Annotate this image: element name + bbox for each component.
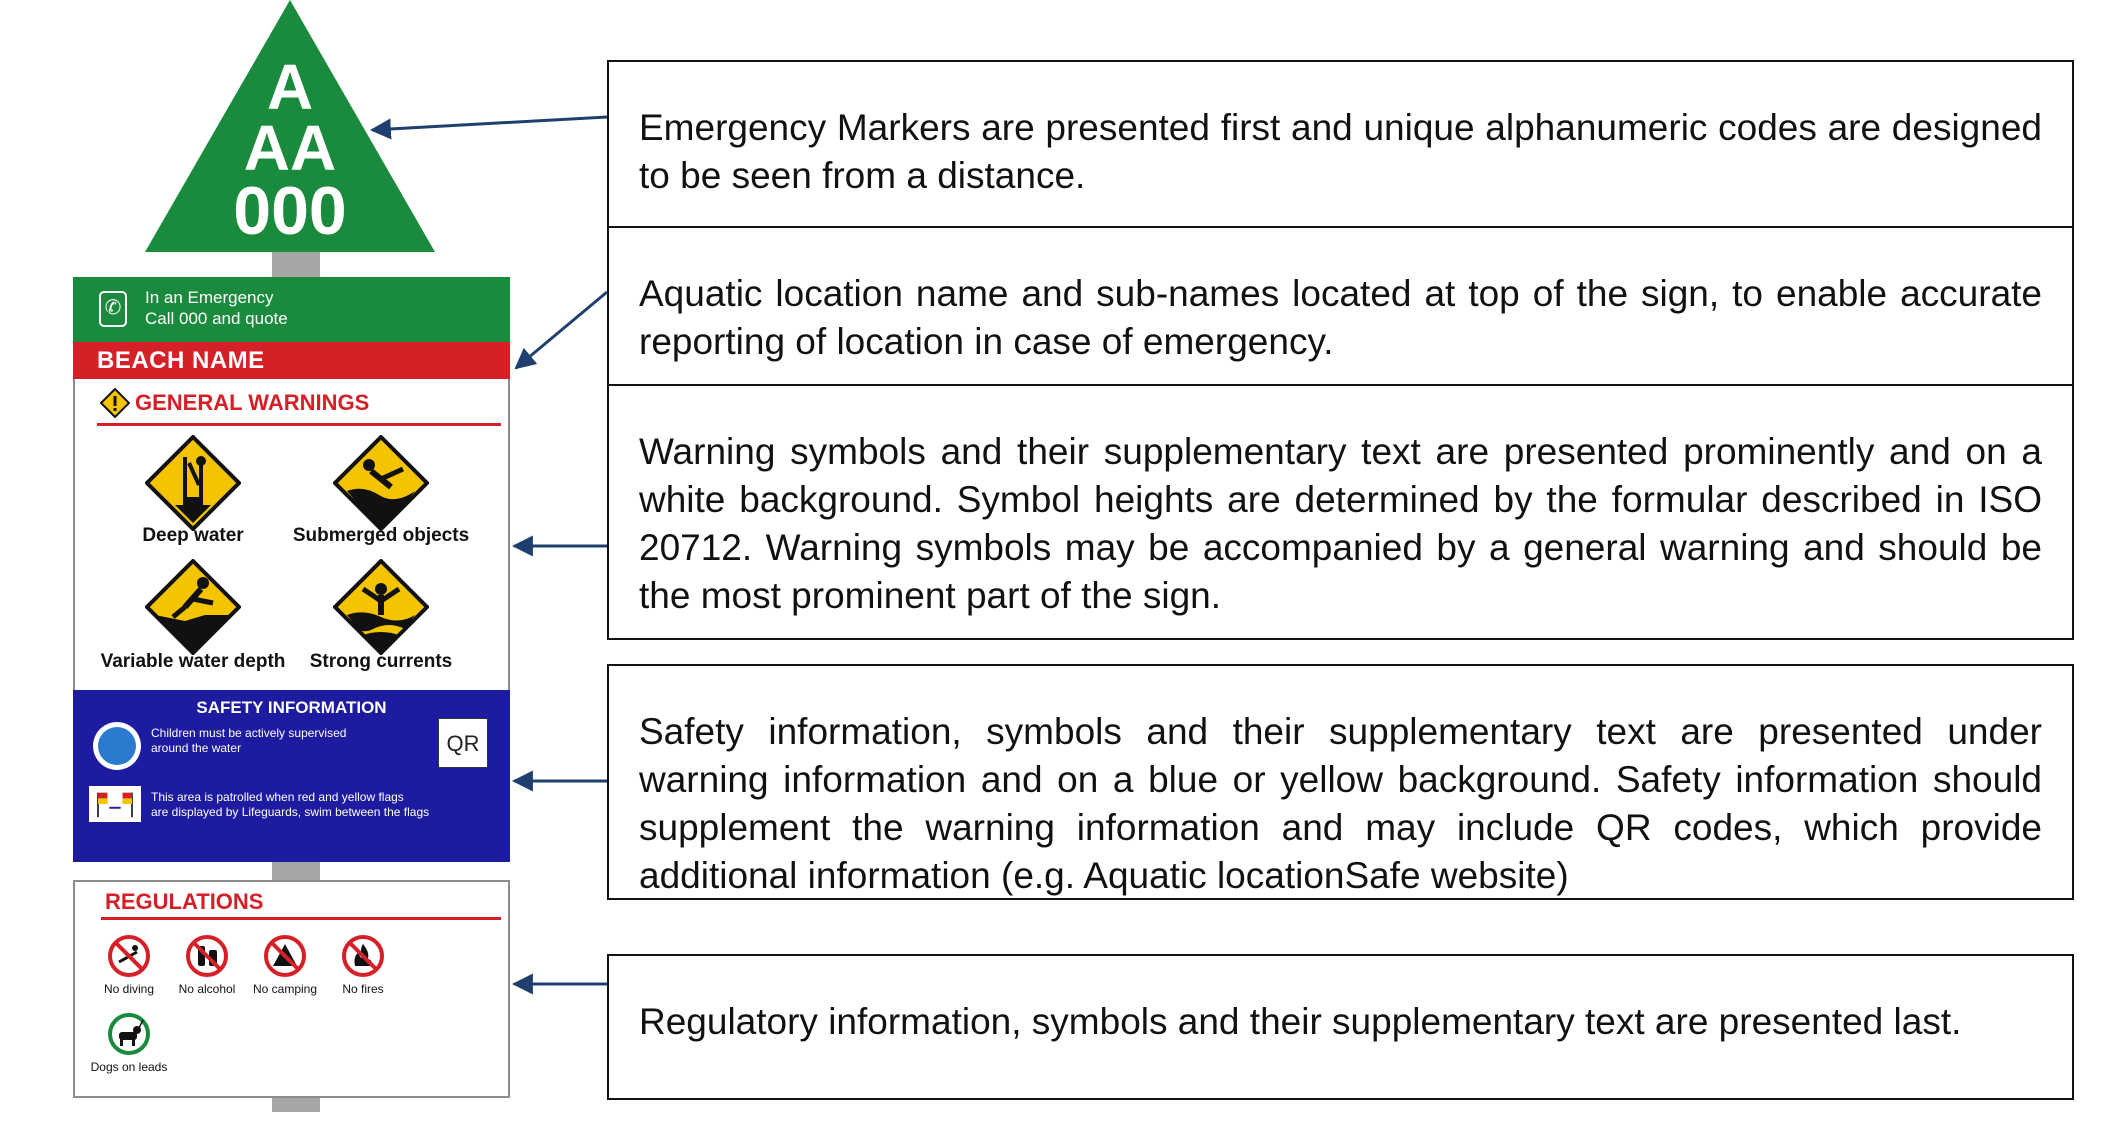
sign-pole-bottom xyxy=(272,1098,320,1112)
no-fires-icon xyxy=(341,934,385,978)
arrow-to-beach-name xyxy=(516,292,607,368)
description-text-warning-symbols: Warning symbols and their supplementary text are presented prominently and on a white background. Symbol heights are determined by the formular described in ISO 20712. Warning symbols may be accompanied by a general warning and should be the most prominent part of the sign. xyxy=(639,431,2042,616)
regulations-panel xyxy=(73,880,510,1098)
description-box-warning-symbols xyxy=(607,384,2074,640)
safety-information-title: SAFETY INFORMATION xyxy=(196,698,387,717)
variable-water-depth-label: Variable water depth xyxy=(100,651,286,672)
submerged-objects-icon xyxy=(333,435,429,531)
flags-icon xyxy=(89,786,141,822)
regulations-title: REGULATIONS xyxy=(105,889,264,914)
deep-water-label: Deep water xyxy=(142,525,244,546)
marker-code-line-1: A xyxy=(266,51,314,123)
deep-water-icon xyxy=(145,435,241,531)
no-fires-label: No fires xyxy=(342,982,384,996)
description-box-location-name xyxy=(607,226,2074,386)
general-warnings-panel xyxy=(73,379,510,690)
no-diving-label: No diving xyxy=(103,982,155,996)
general-warnings-title: GENERAL WARNINGS xyxy=(135,390,370,415)
description-text-location-name: Aquatic location name and sub-names located at top of the sign, to enable accurate reporting of location in case of emergency. xyxy=(639,273,2042,362)
no-diving-icon xyxy=(107,934,151,978)
emergency-call-text: In an Emergency Call 000 and quote xyxy=(145,288,288,328)
submerged-objects-label: Submerged objects xyxy=(292,525,470,546)
patrolled-area-text: This area is patrolled when red and yellow flags are displayed by Lifeguards, swim between the flags xyxy=(151,790,430,819)
description-box-emergency-markers xyxy=(607,60,2074,228)
emergency-call-bar xyxy=(73,277,510,342)
description-text-regulations: Regulatory information, symbols and their supplementary text are presented last. xyxy=(639,1001,1962,1042)
no-camping-label: No camping xyxy=(252,982,318,996)
no-alcohol-icon xyxy=(185,934,229,978)
description-text-emergency-markers: Emergency Markers are presented first and unique alphanumeric codes are designed to be seen from a distance. xyxy=(639,107,2042,196)
safety-information-panel xyxy=(73,690,510,862)
general-warnings-divider xyxy=(97,423,501,426)
dogs-on-leads-icon xyxy=(107,1012,151,1056)
sign-pole-top xyxy=(272,250,320,278)
marker-code-line-3: 000 xyxy=(233,173,347,249)
description-box-safety-information xyxy=(607,664,2074,900)
child-supervision-icon xyxy=(93,722,141,770)
marker-code-line-2: AA xyxy=(243,112,337,184)
phone-icon: ✆ xyxy=(99,291,127,327)
child-supervision-text: Children must be actively supervised around the water xyxy=(151,726,347,755)
strong-currents-icon xyxy=(333,559,429,655)
qr-code-placeholder: QR xyxy=(438,718,488,768)
sign-pole-middle xyxy=(272,862,320,880)
beach-name: BEACH NAME xyxy=(97,347,265,374)
beach-name-bar xyxy=(73,342,510,379)
description-text-safety-information: Safety information, symbols and their supplementary text are presented under warning information and on a blue or yellow background. Safety information should supplement the warning information and may include QR codes, which provide additional information (e.g. Aquatic locationSafe website) xyxy=(639,711,2042,896)
variable-water-depth-icon xyxy=(145,559,241,655)
strong-currents-label: Strong currents xyxy=(309,651,453,672)
regulations-divider xyxy=(101,917,501,920)
warning-diamond-icon xyxy=(100,388,130,418)
dogs-on-leads-label: Dogs on leads xyxy=(90,1060,168,1074)
no-alcohol-label: No alcohol xyxy=(178,982,236,996)
no-camping-icon xyxy=(263,934,307,978)
description-box-regulations xyxy=(607,954,2074,1100)
